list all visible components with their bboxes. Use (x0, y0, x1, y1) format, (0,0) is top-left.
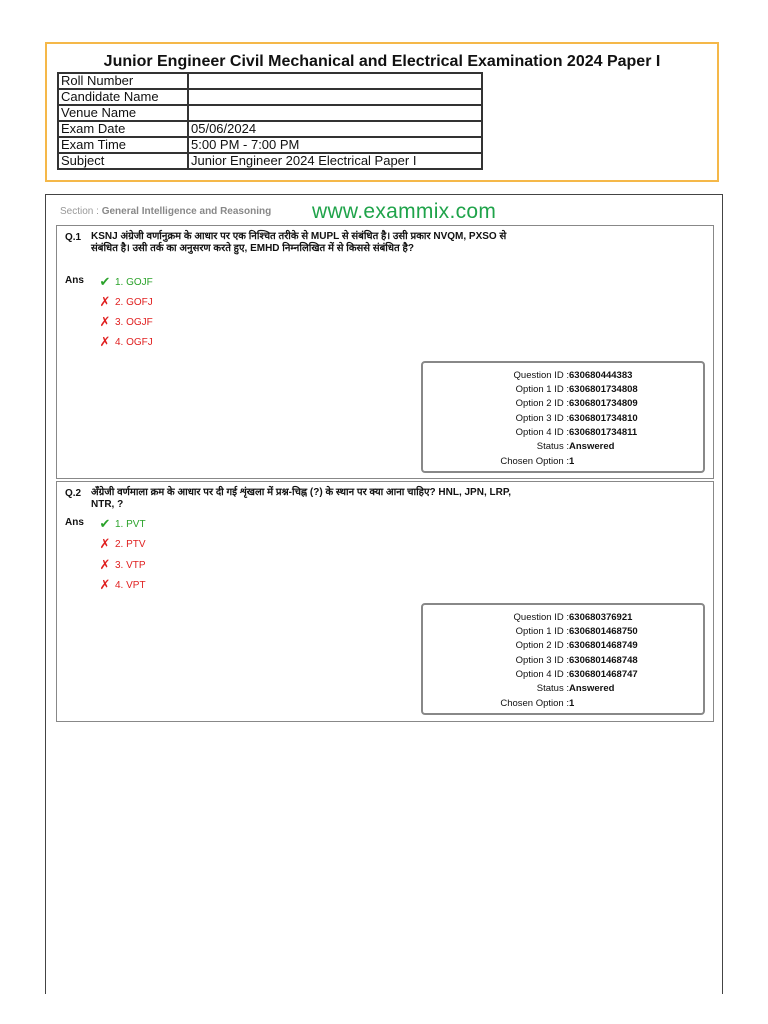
cross-icon: ✗ (99, 577, 111, 592)
cross-icon: ✗ (99, 536, 111, 551)
info-value (188, 73, 482, 89)
meta-value: 6306801734811 (569, 427, 638, 438)
question-sheet (45, 194, 723, 994)
info-row (58, 73, 482, 89)
meta-key: Option 4 ID : (515, 669, 569, 680)
option-label: 2. GOFJ (115, 296, 153, 308)
info-value: 5:00 PM - 7:00 PM (188, 137, 482, 153)
meta-value: 6306801734810 (569, 413, 638, 424)
meta-key: Chosen Option : (500, 698, 569, 709)
option-1 (97, 516, 146, 532)
option-2 (97, 294, 153, 310)
question-block (56, 481, 714, 722)
meta-value: 630680444383 (569, 370, 633, 381)
meta-value: 6306801468750 (569, 626, 638, 637)
section-label (60, 206, 271, 217)
exam-title: Junior Engineer Civil Mechanical and Electrical Examination 2024 Paper I (103, 53, 661, 70)
meta-value: 6306801734809 (569, 398, 638, 409)
question-block (56, 225, 714, 479)
meta-value: 630680376921 (569, 612, 633, 623)
meta-key: Option 2 ID : (515, 398, 569, 409)
option-3 (97, 314, 153, 330)
meta-key: Question ID : (513, 612, 569, 623)
meta-value: 6306801468748 (569, 655, 638, 666)
option-label: 4. VPT (115, 579, 146, 591)
cross-icon: ✗ (99, 294, 111, 309)
meta-key: Option 2 ID : (515, 640, 569, 651)
info-value (188, 89, 482, 105)
option-3 (97, 557, 146, 573)
info-value: Junior Engineer 2024 Electrical Paper I (188, 153, 482, 169)
question-meta (421, 361, 705, 473)
info-label: Roll Number (58, 73, 188, 89)
section-prefix: Section : (60, 206, 99, 217)
info-row (58, 153, 482, 169)
check-icon: ✔ (99, 516, 111, 531)
meta-value: 6306801468749 (569, 640, 638, 651)
meta-value: 1 (569, 698, 575, 709)
watermark: www.exammix.com (312, 200, 497, 223)
question-number: Q.2 (65, 488, 82, 499)
meta-value: 6306801468747 (569, 669, 638, 680)
answer-label: Ans (65, 517, 84, 528)
meta-key: Option 4 ID : (515, 427, 569, 438)
meta-value: Answered (569, 441, 615, 452)
info-value (188, 105, 482, 121)
check-icon: ✔ (99, 274, 111, 289)
option-label: 4. OGFJ (115, 336, 153, 348)
meta-key: Chosen Option : (500, 456, 569, 467)
option-label: 1. GOJF (115, 276, 153, 288)
option-4 (97, 334, 153, 350)
meta-key: Option 1 ID : (515, 384, 569, 395)
option-label: 1. PVT (115, 518, 146, 530)
info-row (58, 105, 482, 121)
answer-label: Ans (65, 275, 84, 286)
info-label: Exam Time (58, 137, 188, 153)
meta-key: Status : (536, 441, 569, 452)
option-label: 2. PTV (115, 538, 146, 550)
meta-value: 1 (569, 456, 575, 467)
option-1 (97, 274, 153, 290)
info-label: Subject (58, 153, 188, 169)
candidate-info-table (57, 72, 483, 170)
info-row (58, 89, 482, 105)
option-4 (97, 577, 146, 593)
info-label: Exam Date (58, 121, 188, 137)
meta-value: 6306801734808 (569, 384, 638, 395)
meta-value: Answered (569, 683, 615, 694)
cross-icon: ✗ (99, 557, 111, 572)
exam-header (45, 42, 719, 182)
question-text: अँग्रेजी वर्णमाला क्रम के आधार पर दी गई शृंखला में प्रश्न-चिह्न (?) के स्थान पर क्या आना चाहिए? HNL, JPN, LRP, NTR, ? (91, 487, 511, 510)
info-label: Venue Name (58, 105, 188, 121)
info-value: 05/06/2024 (188, 121, 482, 137)
option-2 (97, 536, 146, 552)
info-row (58, 137, 482, 153)
cross-icon: ✗ (99, 314, 111, 329)
meta-key: Status : (536, 683, 569, 694)
question-text: KSNJ अंग्रेजी वर्णानुक्रम के आधार पर एक निश्चित तरीके से MUPL से संबंधित है। उसी प्रकार NVQM, PXSO से संबंधित है। उसी तर्क का अनुसरण करते हुए, EMHD निम्नलिखित में से किससे संबंधित है? (91, 231, 507, 254)
section-name: General Intelligence and Reasoning (101, 206, 272, 217)
info-row (58, 121, 482, 137)
question-meta (421, 603, 705, 715)
cross-icon: ✗ (99, 334, 111, 349)
info-label: Candidate Name (58, 89, 188, 105)
meta-key: Option 1 ID : (515, 626, 569, 637)
question-number: Q.1 (65, 232, 82, 243)
meta-key: Option 3 ID : (515, 655, 569, 666)
meta-key: Option 3 ID : (515, 413, 569, 424)
meta-key: Question ID : (513, 370, 569, 381)
option-label: 3. VTP (115, 559, 146, 571)
option-label: 3. OGJF (115, 316, 153, 328)
